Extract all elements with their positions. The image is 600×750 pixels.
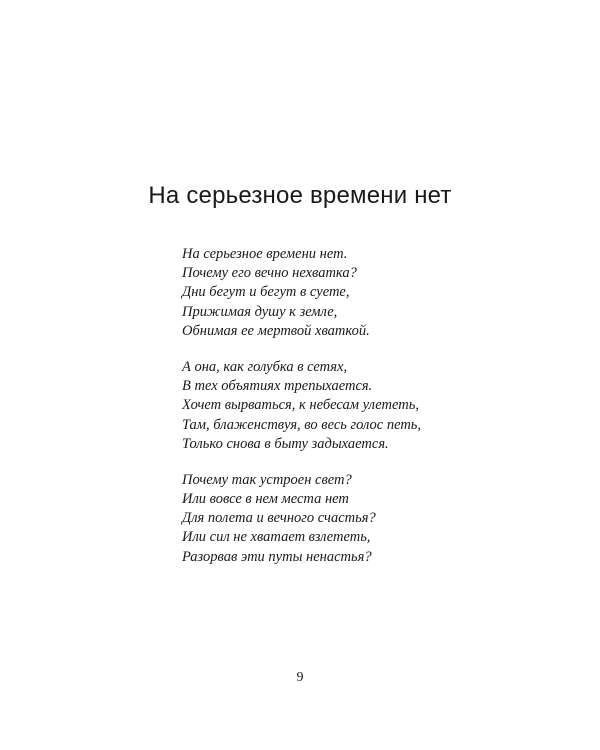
stanza-2	[182, 358, 522, 454]
poem-line: Для полета и вечного счастья?	[182, 510, 376, 527]
poem-line: Прижимая душу к земле,	[182, 303, 338, 320]
poem-line: Хочет вырваться, к небесам улететь,	[182, 397, 419, 414]
poem-line: Почему так устроен свет?	[182, 471, 352, 488]
poem-line: Там, блаженствуя, во весь голос петь,	[182, 416, 422, 433]
poem-body	[182, 245, 522, 584]
poem-line: Обнимая ее мертвой хваткой.	[182, 322, 370, 339]
page-number: 9	[296, 670, 304, 685]
poem-line: Или вовсе в нем места нет	[182, 491, 349, 508]
poem-title: На серьезное времени нет	[148, 182, 452, 209]
poem-line: А она, как голубка в сетях,	[182, 358, 348, 375]
poem-line: Только снова в быту задыхается.	[182, 435, 389, 452]
poem-line: В тех объятиях трепыхается.	[182, 378, 373, 395]
poem-line: Почему его вечно нехватка?	[182, 265, 357, 282]
poem-line: Разорвав эти путы ненастья?	[182, 548, 372, 565]
poem-line: На серьезное времени нет.	[182, 246, 348, 262]
stanza-3	[182, 471, 522, 567]
stanza-1	[182, 245, 522, 341]
poem-line: Дни бегут и бегут в суете,	[182, 284, 350, 301]
poem-line: Или сил не хватает взлететь,	[182, 529, 371, 546]
